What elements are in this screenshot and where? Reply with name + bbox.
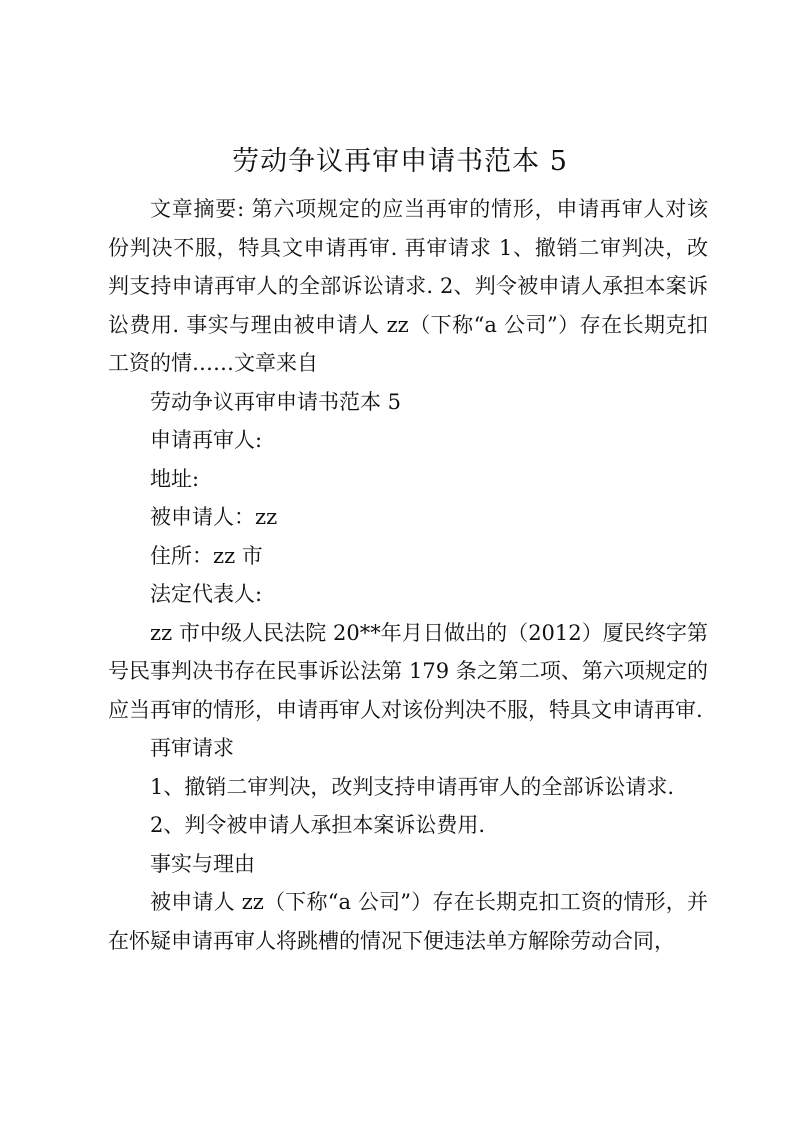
abstract-paragraph: 文章摘要: 第六项规定的应当再审的情形，申请再审人对该份判决不服，特具文申请再审. 再审请求 1、撤销二审判决，改判支持申请再审人的全部诉讼请求. 2、判令被申请人承担本案诉讼费用. 事实与理由被申请人 zz（下称“a 公司”）存在长期克扣工资的情……文章来自	[108, 197, 708, 375]
respondent-line: 被申请人：zz	[150, 505, 278, 529]
request-item-2: 2、判令被申请人承担本案诉讼费用.	[150, 813, 486, 837]
judgment-paragraph: zz 市中级人民法院 20**年月日做出的（2012）厦民终字第号民事判决书存在民事诉讼法第 179 条之第二项、第六项规定的应当再审的情形，申请再审人对该份判决不服，特具文申请再审.	[108, 620, 708, 722]
residence-line: 住所：zz 市	[150, 543, 263, 568]
applicant-line: 申请再审人:	[150, 428, 263, 452]
facts-reasons-heading: 事实与理由	[150, 851, 255, 876]
request-item-1: 1、撤销二审判决，改判支持申请再审人的全部诉讼请求.	[150, 774, 675, 799]
document-title: 劳动争议再审申请书范本 5	[232, 146, 568, 177]
address-line: 地址:	[150, 466, 200, 491]
repeated-title-line: 劳动争议再审申请书范本 5	[150, 389, 402, 414]
document-body	[108, 190, 708, 960]
facts-paragraph: 被申请人 zz（下称“a 公司”）存在长期克扣工资的情形，并在怀疑申请再审人将跳槽的情况下便违法单方解除劳动合同，	[108, 890, 708, 953]
retrial-request-heading: 再审请求	[150, 736, 234, 760]
legal-representative-line: 法定代表人:	[150, 582, 263, 606]
